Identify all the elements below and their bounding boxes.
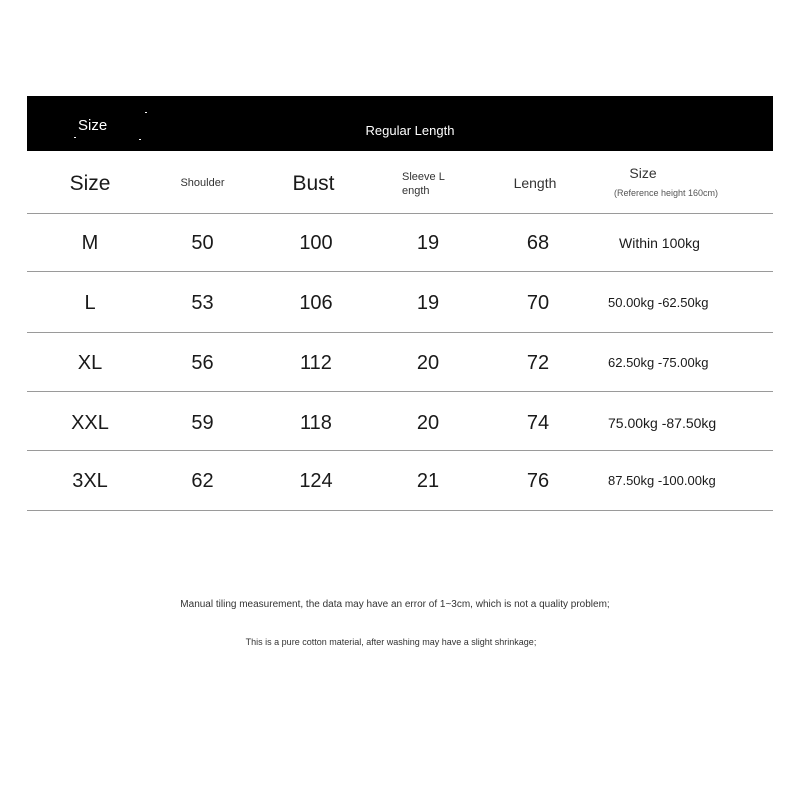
cell-size: L [84, 292, 96, 314]
cell-sleeve: 20 [416, 352, 440, 374]
banner-title: Regular Length [365, 123, 455, 138]
column-header-reference-size: Size [629, 165, 657, 181]
cell-sleeve: 20 [416, 412, 440, 434]
cell-length: 74 [526, 412, 550, 434]
table-row [0, 213, 800, 273]
cell-length: 70 [526, 292, 550, 314]
cell-weight: Within 100kg [619, 235, 700, 251]
column-header-size: Size [69, 172, 111, 195]
measurement-note: Manual tiling measurement, the data may have an error of 1~3cm, which is not a quality problem; [180, 599, 610, 610]
cell-bust: 112 [300, 352, 332, 374]
column-header-sleeve-line1: Sleeve L [402, 171, 445, 183]
table-row [0, 333, 800, 393]
cell-length: 76 [526, 470, 550, 492]
cell-sleeve: 19 [416, 292, 440, 314]
cell-shoulder: 62 [191, 470, 214, 492]
cell-sleeve: 21 [416, 470, 440, 492]
column-header-length: Length [513, 175, 557, 191]
column-header-reference-note: (Reference height 160cm) [613, 188, 719, 198]
cell-weight: 75.00kg -87.50kg [608, 415, 717, 431]
cell-weight: 50.00kg -62.50kg [608, 295, 709, 310]
cell-length: 72 [526, 352, 550, 374]
banner-dot [139, 139, 141, 140]
banner-dot [145, 112, 147, 113]
cell-bust: 118 [300, 412, 332, 434]
column-header-bust: Bust [292, 172, 335, 195]
cell-size: 3XL [72, 470, 108, 492]
cell-size: XXL [71, 412, 109, 434]
cell-bust: 106 [299, 292, 333, 314]
cell-bust: 100 [299, 232, 333, 254]
cell-shoulder: 50 [191, 232, 214, 254]
cell-length: 68 [526, 232, 550, 254]
cell-sleeve: 19 [416, 232, 440, 254]
cell-bust: 124 [299, 470, 333, 492]
column-header-shoulder: Shoulder [180, 177, 225, 189]
banner-size-label: Size [78, 117, 108, 134]
cell-size: M [81, 232, 99, 254]
table-row [0, 393, 800, 453]
cell-weight: 87.50kg -100.00kg [608, 473, 716, 488]
banner-dot [74, 137, 76, 138]
table-row [0, 451, 800, 511]
material-note: This is a pure cotton material, after washing may have a slight shrinkage; [245, 637, 537, 647]
cell-shoulder: 53 [191, 292, 214, 314]
cell-weight: 62.50kg -75.00kg [608, 355, 709, 370]
column-header-sleeve-line2: ength [402, 185, 430, 197]
table-row [0, 273, 800, 333]
cell-shoulder: 59 [191, 412, 214, 434]
column-header-sleeve [402, 170, 462, 198]
cell-shoulder: 56 [191, 352, 214, 374]
cell-size: XL [77, 352, 103, 374]
